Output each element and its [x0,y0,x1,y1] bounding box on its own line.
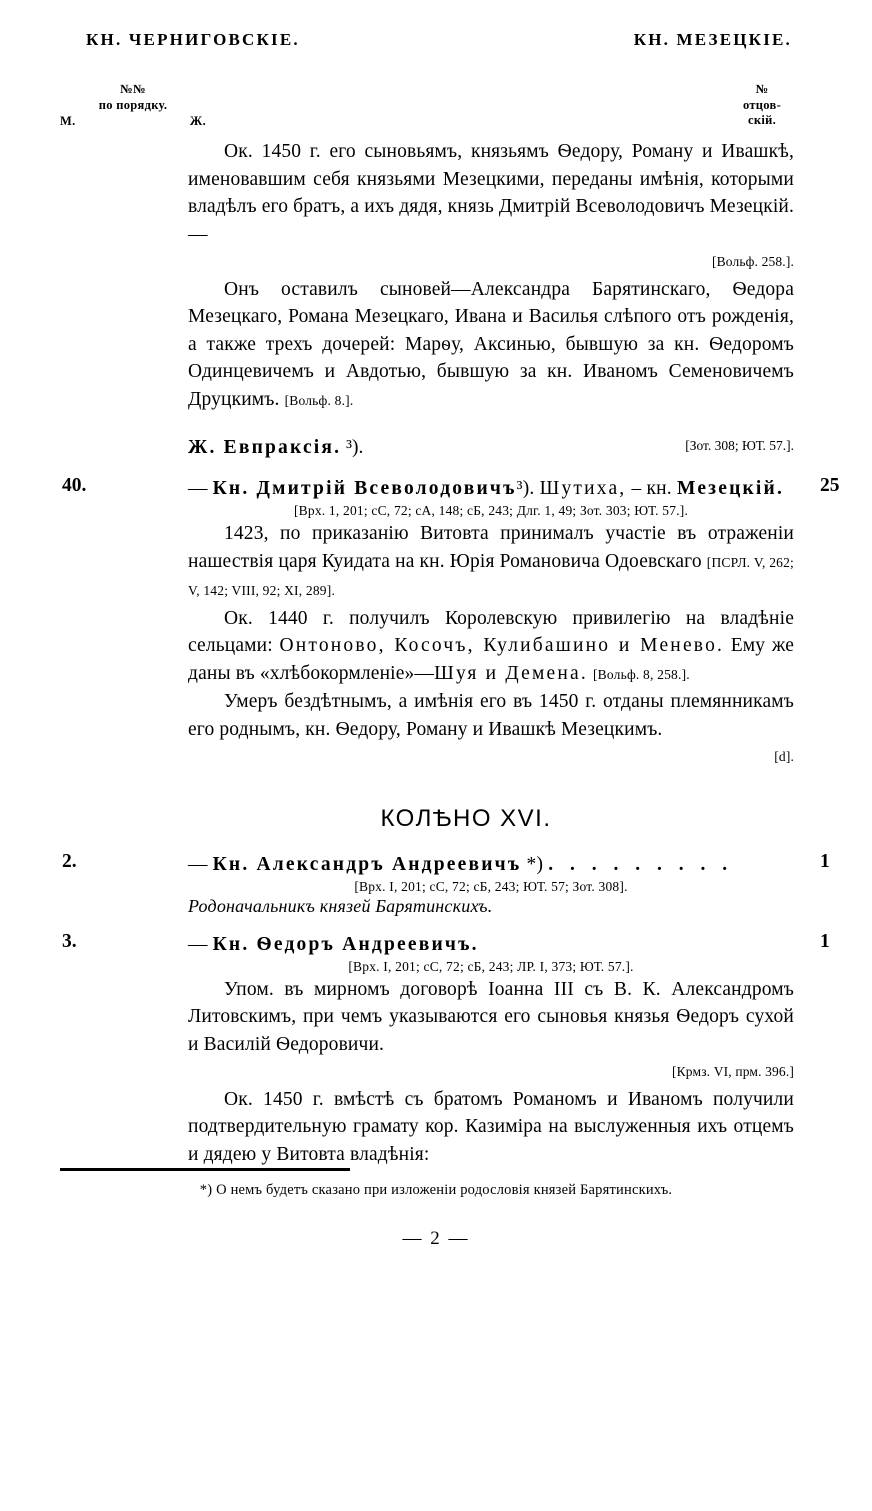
entry-3-paragraph-1 [78,976,794,1086]
entry-2-number: 2. [62,850,77,872]
entry-3-paragraph-1-reference: [Крмз. VI, прм. 396.] [672,1064,794,1079]
entry-40-paragraph-3-reference: [d]. [774,749,794,764]
entry-evpraksia [78,434,794,461]
entry-evpraksia-reference: [Зот. 308; ЮТ. 57.]. [685,438,794,453]
entry-2 [62,850,830,917]
entry-40-father-number: 25 [820,475,840,496]
entry-3-paragraph-2 [78,1086,794,1169]
entry-2-references: [Врх. I, 201; сС, 72; сБ, 243; ЮТ. 57; Зот. 308]. [354,878,628,894]
entry-40-places-1: Онтоново, Косочъ, Кулибашино и Менево. [279,635,725,656]
entry-2-father-number: 1 [820,850,830,872]
entry-40-paragraph-1-text: 1423, по приказанію Витовта принималъ участіе въ отраженіи нашествія царя Куидата на кн. Юрія Романовича Одоевскаго [188,523,794,572]
column-header-father-sign: № [755,82,769,96]
entry-2-headline [78,851,794,878]
column-header-female: Ж. [189,114,206,129]
footnote-rule [60,1168,350,1171]
entry-40-paragraph-2-text: Ок. 1440 г. получилъ Королевскую привилегію на владѣніе сельцами: [188,607,794,656]
footnote-text: *) О немъ будетъ сказано при изложеніи родословія князей Барятинскихъ. [199,1182,673,1198]
entry-3-father-number: 1 [820,930,830,952]
entry-40-paragraph-2 [78,605,794,689]
entry-40-paragraph-3-text: Умеръ бездѣтнымъ, а имѣнія его въ 1450 г. отданы племянникамъ его роднымъ, кн. Ѳедору, Роману и Ивашкѣ Мезецкимъ. [188,691,794,740]
column-header-father-2: скій. [747,113,777,128]
entry-40-paragraph-2-cont: Ему же даны въ «хлѣбокормленіе»— [188,635,795,684]
paragraph-1-text: Ок. 1450 г. его сыновьямъ, князьямъ Ѳедору, Роману и Ивашкѣ, именовавшим себя князьями Мезецкими, переданы имѣнія, которыми владѣлъ его братъ, а ихъ дядя, князь Дмитрій Всеволодовичъ Мезецкій. — [188,141,794,245]
entry-2-title: Кн. Александръ Андреевичъ [212,853,522,875]
running-head-left: КН. ЧЕРНИГОВСКІЕ. [86,30,300,49]
entry-2-footnote-mark: *) [526,853,544,875]
entry-2-note: Родоначальникъ князей Барятинскихъ. [188,895,493,916]
entry-3-dash: — [188,933,208,955]
running-head-right: КН. МЕЗЕЦКІЕ. [633,30,792,49]
column-header-order: по порядку. [98,97,168,112]
paragraph-1-reference: [Вольф. 258.]. [711,254,794,269]
entry-40-paragraph-2-reference: [Вольф. 8, 258.]. [592,666,690,682]
entry-40-number: 40. [62,475,87,496]
section-title: КОЛѢНО XVI. [380,804,552,832]
paragraph-2-text: Онъ оставилъ сыновей—Александра Барятинскаго, Ѳедора Мезецкаго, Романа Мезецкаго, Ивана и Василья слѣпого отъ рожденія, а также трехъ дочерей: Марѳу, Аксинью, бывшую за кн. Ѳедоромъ Одинцевичемъ и Авдотью, бывшую за кн. Иваномъ Семеновичемъ Друцкимъ. [188,278,794,410]
entry-40-places-2: Шуя и Демена. [434,662,588,684]
entry-3-paragraph-1-text: Упом. въ мирномъ договорѣ Іоанна III съ В. К. Александромъ Литовскимъ, при чемъ указываются его сыновья князья Ѳедоръ сухой и Василій Ѳедоровичи. [188,978,794,1055]
paragraph-1 [78,138,794,276]
entry-40-dash: — [188,478,208,499]
entry-2-dash: — [188,853,208,875]
entry-3-title: Кн. Ѳедоръ Андреевичъ. [212,933,479,955]
entry-evpraksia-footnote-mark: ³). [346,437,364,458]
paragraph-2 [78,276,794,415]
entry-40-dash2: – кн. [631,478,672,499]
entry-40-paragraph-3 [78,688,794,771]
entry-3-references: [Врх. I, 201; сС, 72; сБ, 243; ЛР. I, 373; ЮТ. 57.]. [348,958,634,974]
entry-40-paragraph-1 [78,520,794,605]
entry-40-paragraph-1-reference: [ПСРЛ. V, 262; V, 142; VIII, 92; XI, 289]. [188,554,794,598]
running-head [78,30,794,50]
entry-40-title: Кн. Дмитрій Всеволодовичъ [212,478,517,499]
entry-40-headline [78,475,794,502]
entry-40 [62,475,840,771]
column-header-male: М. [60,114,76,129]
column-header-left [58,82,208,130]
entry-3-paragraph-2-text: Ок. 1450 г. вмѣстѣ съ братомъ Романомъ и Иваномъ получили подтвердительную грамату кор. Казиміра на выслуженныя ихъ отцемъ и дядею у Витовта владѣнія: [188,1088,794,1165]
column-header-numbers: №№ [120,82,146,96]
entry-evpraksia-label: Ж. Евпраксія. [188,437,342,458]
page-number: — 2 — [402,1228,470,1249]
document-body [62,138,840,1168]
entry-3 [62,930,830,1169]
entry-40-surname: Мезецкій. [676,478,785,499]
entry-40-nickname: Шутиха, [539,478,627,499]
entry-3-number: 3. [62,930,77,952]
entry-3-headline [78,931,794,958]
entry-2-leaders: . . . . . . . . . [548,853,734,875]
column-header-father-1: отцов- [742,97,782,112]
entry-40-references: [Врх. 1, 201; сС, 72; сА, 148; сБ, 243; Длг. 1, 49; Зот. 303; ЮТ. 57.]. [293,503,689,518]
entry-40-footnote-mark: ³). [516,478,535,499]
column-header-right [722,82,802,129]
paragraph-2-reference: [Вольф. 8.]. [284,392,354,408]
